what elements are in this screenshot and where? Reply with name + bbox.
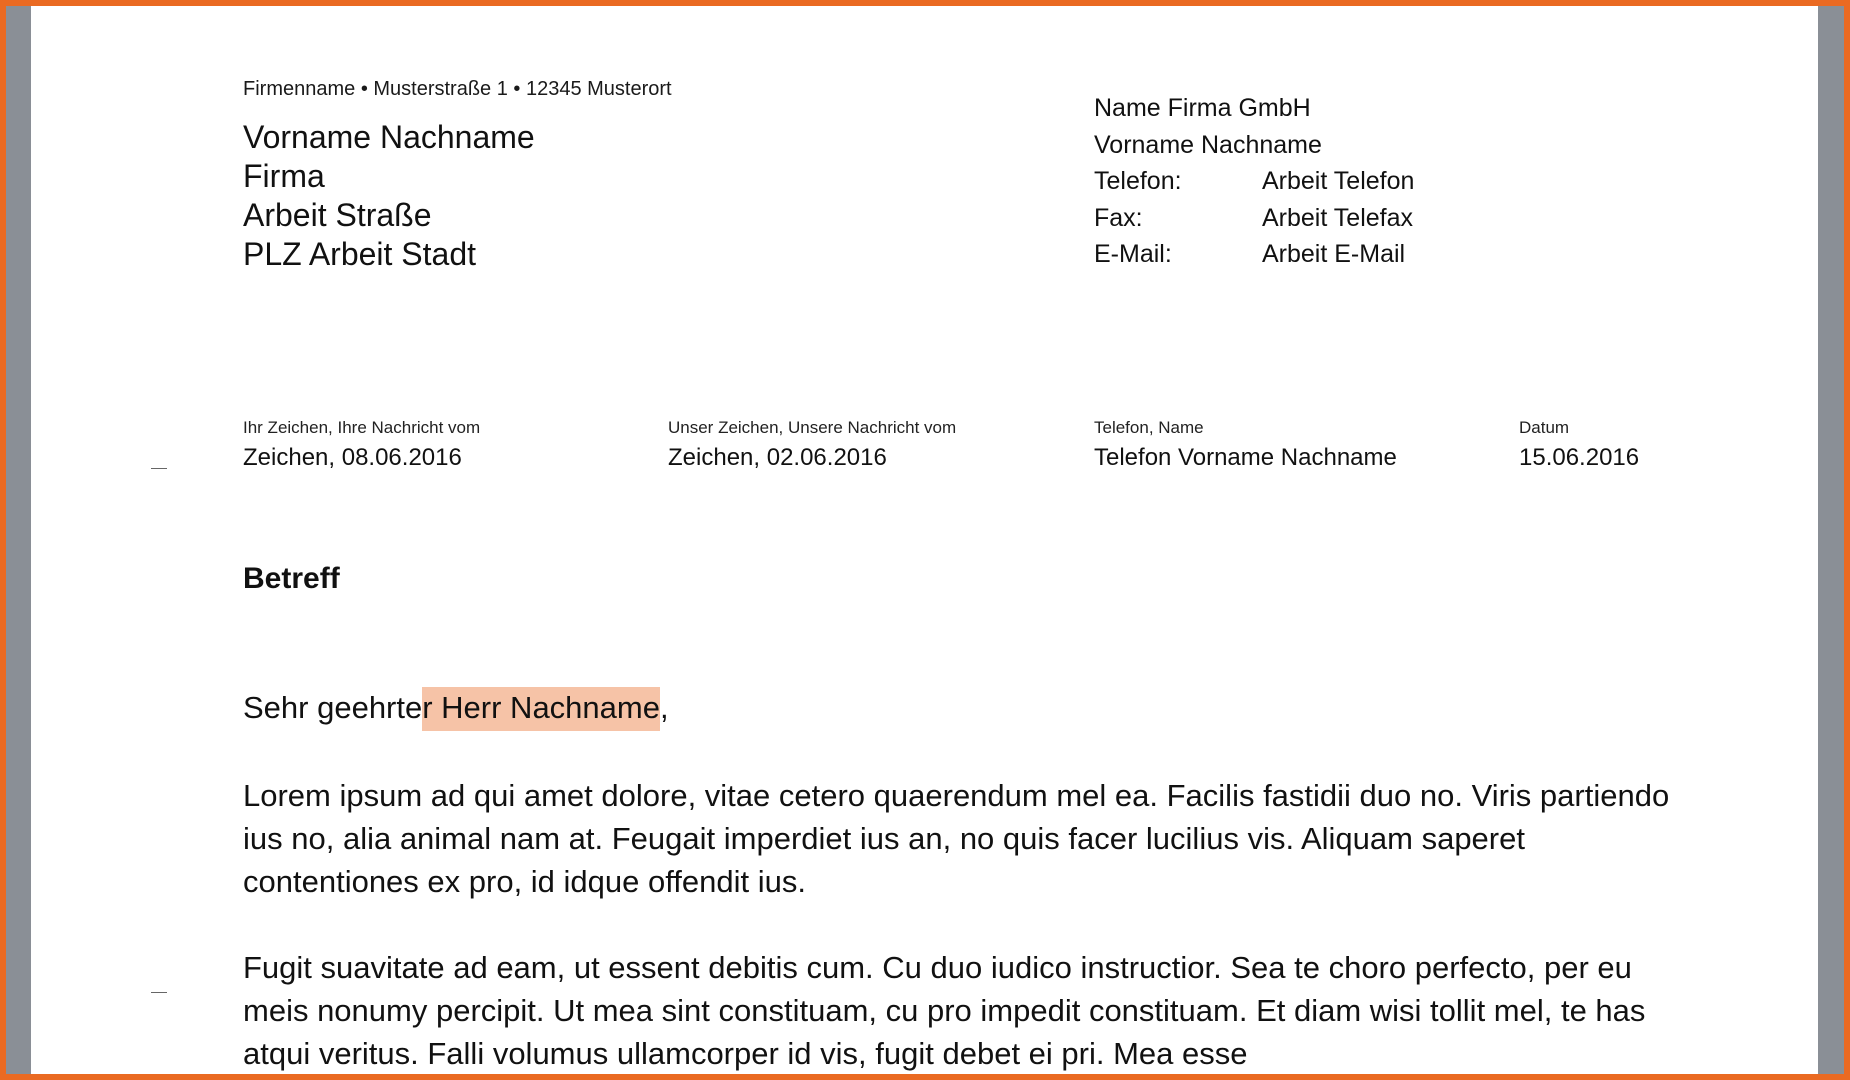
reference-value: Telefon Vorname Nachname bbox=[1094, 444, 1397, 471]
recipient-name: Vorname Nachname bbox=[243, 119, 535, 155]
body-paragraph-2: Fugit suavitate ad eam, ut essent debitis cum. Cu duo iudico instructior. Sea te choro perfecto, per eu meis nonumy percipit. Ut mea sint constituam, cu pro impedit constituam. Et diam wisi tollit mel, te has atqui veritus. Falli volumus ullamcorper id vis, fugit debet ei pri. Mea esse bbox=[243, 950, 1646, 1071]
subject-line: Betreff bbox=[243, 562, 340, 595]
recipient-address bbox=[243, 118, 535, 274]
salutation-highlight[interactable]: r Herr Nachname bbox=[422, 687, 660, 731]
reference-value: 15.06.2016 bbox=[1519, 444, 1640, 471]
salutation-comma: , bbox=[659, 690, 669, 725]
info-label-email: E-Mail: bbox=[1094, 240, 1172, 268]
salutation bbox=[243, 690, 669, 726]
company-info-contact: Vorname Nachname bbox=[1094, 130, 1322, 159]
info-row-email bbox=[1094, 236, 1414, 273]
info-row-fax bbox=[1094, 200, 1414, 237]
info-row-phone bbox=[1094, 163, 1414, 200]
info-value-phone: Arbeit Telefon bbox=[1262, 167, 1415, 195]
info-value-fax: Arbeit Telefax bbox=[1262, 203, 1414, 232]
fold-mark-lower bbox=[151, 992, 167, 993]
reference-label: Telefon, Name bbox=[1094, 418, 1204, 437]
reference-value: Zeichen, 02.06.2016 bbox=[668, 444, 887, 471]
viewer-frame bbox=[6, 6, 1844, 1074]
letter-page bbox=[31, 6, 1818, 1074]
info-value-email: Arbeit E-Mail bbox=[1262, 240, 1406, 268]
recipient-company: Firma bbox=[243, 158, 325, 194]
reference-field-your-sign bbox=[243, 418, 480, 472]
salutation-text: Sehr geehrte bbox=[243, 690, 423, 725]
info-label-fax: Fax: bbox=[1094, 203, 1143, 232]
reference-label: Unser Zeichen, Unsere Nachricht vom bbox=[668, 418, 957, 437]
reference-label: Datum bbox=[1519, 418, 1570, 437]
body-paragraph-1: Lorem ipsum ad qui amet dolore, vitae cetero quaerendum mel ea. Facilis fastidii duo no. Viris partiendo ius no, alia animal nam at. Feugait imperdiet ius an, no quis facer lucilius vis. Aliquam saperet contentiones ex pro, id idque offendit ius. bbox=[243, 778, 1670, 899]
fold-mark-upper bbox=[151, 468, 167, 469]
reference-label: Ihr Zeichen, Ihre Nachricht vom bbox=[243, 418, 481, 437]
recipient-city: PLZ Arbeit Stadt bbox=[243, 236, 477, 272]
sender-address-line: Firmenname • Musterstraße 1 • 12345 Musterort bbox=[243, 78, 672, 100]
reference-field-our-sign bbox=[668, 418, 956, 472]
reference-field-phone-name bbox=[1094, 418, 1397, 472]
company-info-block bbox=[1094, 90, 1414, 273]
info-label-phone: Telefon: bbox=[1094, 167, 1182, 195]
reference-value: Zeichen, 08.06.2016 bbox=[243, 444, 462, 471]
reference-field-date bbox=[1519, 418, 1639, 472]
company-info-company: Name Firma GmbH bbox=[1094, 94, 1311, 122]
recipient-street: Arbeit Straße bbox=[243, 197, 432, 233]
